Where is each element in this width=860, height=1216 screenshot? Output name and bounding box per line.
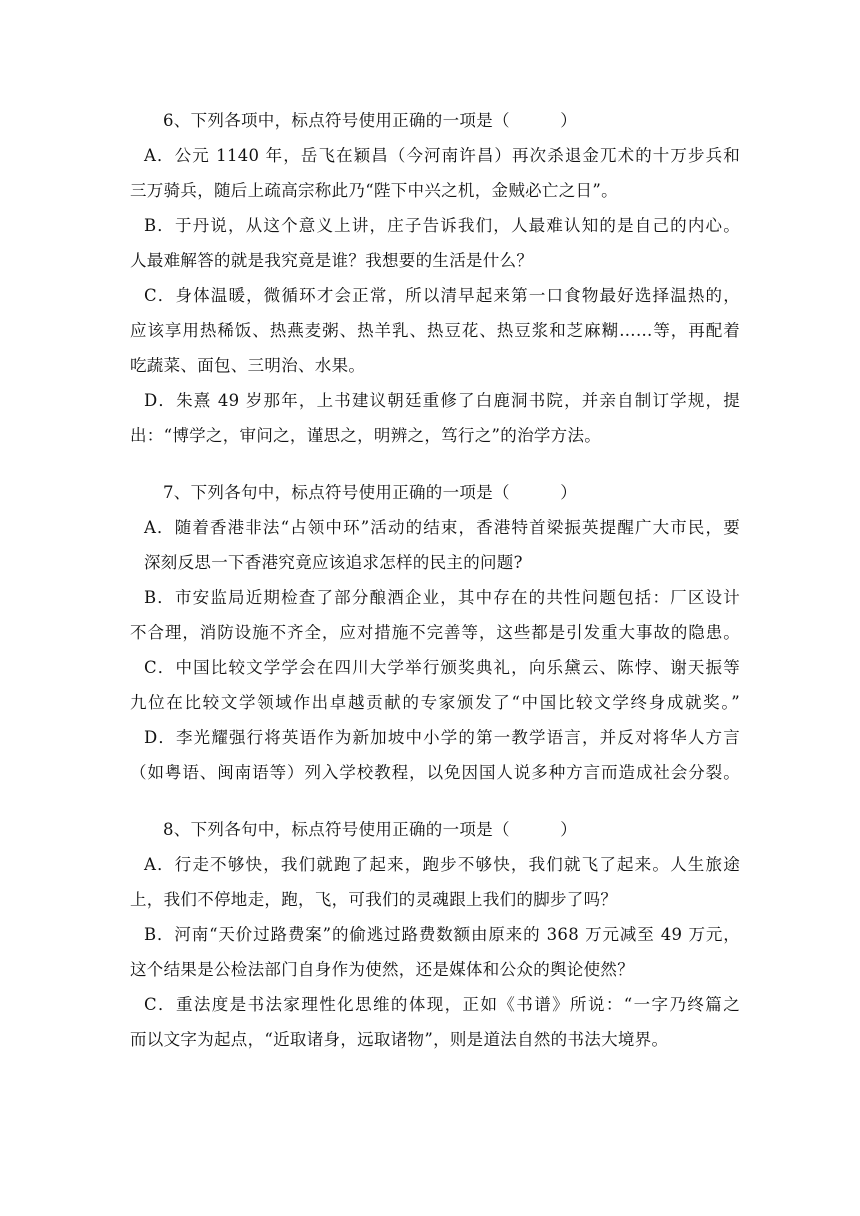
- option-b-line-1: B．河南“天价过路费案”的偷逃过路费数额由原来的 368 万元减至 49 万元，: [144, 925, 740, 944]
- option-c-line-2: 九位在比较文学领域作出卓越贡献的专家颁发了“中国比较文学终身成就奖。”: [130, 693, 740, 712]
- option-c-line-1: C．中国比较文学学会在四川大学举行颁奖典礼，向乐黛云、陈悖、谢天振等: [144, 658, 740, 677]
- option-a-line-1: A．公元 1140 年，岳飞在颖昌（今河南许昌）再次杀退金兀术的十万步兵和: [144, 146, 740, 165]
- question-8: [130, 812, 740, 1057]
- option-c-line-1: C．重法度是书法家理性化思维的体现，正如《书谱》所说：“一字乃终篇之: [144, 995, 740, 1014]
- option-d-line-2: （如粤语、闽南语等）列入学校教程，以免因国人说多种方言而造成社会分裂。: [130, 763, 740, 782]
- option-c-line-1: C．身体温暖，微循环才会正常，所以清早起来第一口食物最好选择温热的，: [144, 286, 740, 305]
- question-stem: 7、下列各句中，标点符号使用正确的一项是（ ）: [163, 483, 577, 502]
- option-b-line-2: 这个结果是公检法部门自身作为使然，还是媒体和公众的舆论使然？: [130, 960, 634, 979]
- option-c-line-2: 应该享用热稀饭、热燕麦粥、热羊乳、热豆花、热豆浆和芝麻糊……等，再配着: [130, 321, 740, 340]
- option-c-line-2: 而以文字为起点，“近取诸身，远取诸物”，则是道法自然的书法大境界。: [130, 1030, 669, 1049]
- question-stem: 6、下列各项中，标点符号使用正确的一项是（ ）: [163, 111, 577, 130]
- option-b-line-1: B．于丹说，从这个意义上讲，庄子告诉我们，人最难认知的是自己的内心。: [144, 216, 740, 235]
- option-b-line-1: B．市安监局近期检查了部分酿酒企业，其中存在的共性问题包括：厂区设计: [144, 588, 740, 607]
- option-a-line-2: 上，我们不停地走，跑，飞，可我们的灵魂跟上我们的脚步了吗？: [130, 890, 618, 909]
- option-a-line-2: 三万骑兵，随后上疏高宗称此乃“陛下中兴之机，金贼必亡之日”。: [130, 181, 618, 200]
- option-a-line-1: A．行走不够快，我们就跑了起来，跑步不够快，我们就飞了起来。人生旅途: [144, 855, 740, 874]
- option-c-line-3: 吃蔬菜、面包、三明治、水果。: [130, 356, 366, 375]
- option-b-line-2: 人最难解答的就是我究竟是谁？我想要的生活是什么？: [130, 251, 534, 270]
- option-b-line-2: 不合理，消防设施不齐全，应对措施不完善等，这些都是引发重大事故的隐患。: [130, 623, 740, 642]
- option-d-line-2: 出：“博学之，审问之，谨思之，明辨之，笃行之”的治学方法。: [130, 426, 602, 445]
- option-d-line-1: D．李光耀强行将英语作为新加坡中小学的第一教学语言，并反对将华人方言: [144, 728, 740, 747]
- option-d-line-1: D．朱熹 49 岁那年，上书建议朝廷重修了白鹿洞书院，并亲自制订学规，提: [144, 391, 740, 410]
- question-6: [130, 103, 740, 453]
- option-a-line-2: 深刻反思一下香港究竟应该追求怎样的民主的问题?: [144, 553, 523, 572]
- question-stem: 8、下列各句中，标点符号使用正确的一项是（ ）: [163, 820, 577, 839]
- question-7: [130, 475, 740, 790]
- option-a-line-1: A．随着香港非法“占领中环”活动的结束，香港特首梁振英提醒广大市民，要: [144, 518, 740, 537]
